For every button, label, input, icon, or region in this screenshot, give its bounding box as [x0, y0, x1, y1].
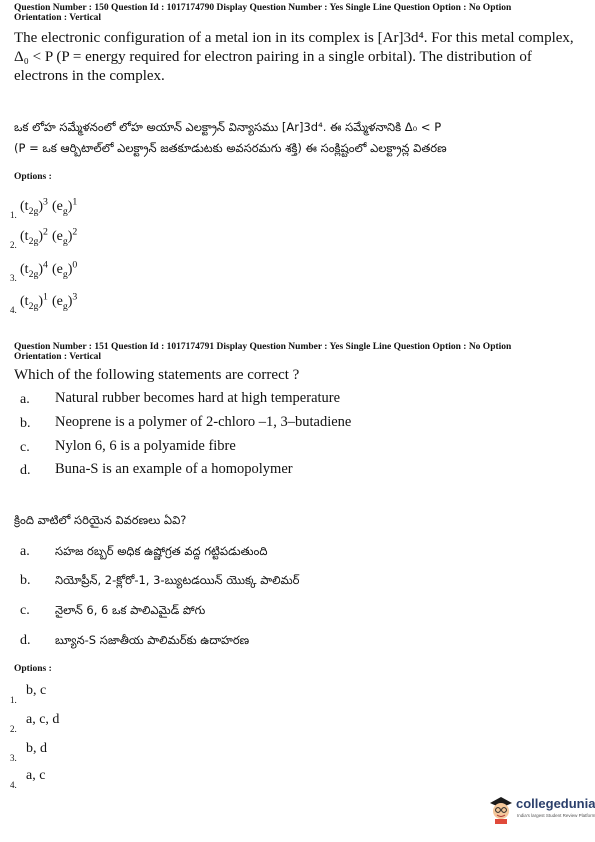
q151-header-line2: Orientation : Vertical	[14, 352, 102, 362]
option-value	[20, 226, 77, 246]
statement-letter-te: a.	[20, 544, 30, 559]
t2g-term: $(t_{2g})^4$	[20, 259, 48, 280]
option-value: b, d	[26, 741, 47, 756]
statement-text-te: బ్యూన-S సజాతీయ పాలిమర్‌కు ఉదాహరణ	[55, 633, 250, 647]
eg-exponent: 2	[72, 226, 78, 237]
logo-tagline: India's largest Student Review Platform	[517, 813, 595, 818]
statement-text: Natural rubber becomes hard at high temperature	[55, 390, 341, 406]
eg-term: $(e_g)^1$	[51, 196, 78, 217]
statement-letter: b.	[20, 416, 31, 431]
option-number: 4.	[10, 780, 17, 790]
option-number: 2.	[10, 724, 17, 734]
eg-term: $(e_g)^3$	[51, 291, 78, 312]
q150-header-line1: Question Number : 150 Question Id : 1017174790 Display Question Number : Yes Single Line Question Option : No Option	[14, 3, 512, 13]
option-number: 3.	[10, 273, 17, 283]
q150-options-label: Options :	[14, 172, 52, 182]
option-value: a, c	[26, 768, 46, 783]
statement-letter: c.	[20, 440, 30, 455]
option-number: 1.	[10, 695, 17, 705]
t2g-term: $(t_{2g})^2$	[20, 226, 48, 247]
q151-header	[14, 342, 511, 362]
q150-header-line2: Orientation : Vertical	[14, 13, 102, 23]
q151-options-label: Options :	[14, 664, 52, 674]
eg-term: $(e_g)^0$	[51, 259, 78, 280]
q150-text-te-line2: (P = ఒక ఆర్బిటాల్‌లో ఎలక్ట్రాన్ జతకూడుటకు అవసరమగు శక్తి) ఈ సంక్లిష్టంలో ఎలక్ట్రాన్ల వితరణ	[14, 141, 447, 155]
statement-text: Nylon 6, 6 is a polyamide fibre	[55, 438, 236, 454]
eg-exponent: 1	[72, 196, 78, 207]
statement-text-te: సహజ రబ్బర్ అధిక ఉష్ణోగ్రత వద్ద గట్టిపడుతుంది	[55, 544, 268, 558]
student-mascot-icon	[488, 794, 514, 824]
t2g-exponent: 4	[43, 259, 48, 270]
option-value	[20, 291, 77, 311]
statement-text: Neoprene is a polymer of 2-chloro –1, 3–butadiene	[55, 414, 352, 430]
t2g-exponent: 1	[43, 291, 48, 302]
q150-text-en: The electronic configuration of a metal ion in its complex is [Ar]3d⁴. For this metal complex, Δ₀ < P (P = energy required for electron pairing in a single orbital). The distribution of electrons in the complex.	[14, 30, 574, 84]
statement-text-te: నైలాన్ 6, 6 ఒక పాలిఎమైడ్ పోగు	[55, 603, 206, 617]
q151-text-te: క్రింది వాటిలో సరియైన వివరణలు ఏవి?	[14, 513, 187, 527]
t2g-exponent: 3	[43, 196, 48, 207]
option-value	[20, 259, 77, 279]
statement-letter-te: d.	[20, 633, 31, 648]
statement-letter: a.	[20, 392, 30, 407]
statement-letter-te: c.	[20, 603, 30, 618]
option-value	[20, 196, 77, 216]
q150-header	[14, 3, 511, 23]
option-number: 4.	[10, 305, 17, 315]
q150-text-te-line1: ఒక లోహ సమ్మేళనంలో లోహ అయాన్ ఎలక్ట్రాన్ విన్యాసము [Ar]3d⁴. ఈ సమ్మేళనానికి Δ₀ < P	[14, 120, 442, 134]
t2g-exponent: 2	[43, 226, 48, 237]
option-number: 2.	[10, 240, 17, 250]
q151-header-line1: Question Number : 151 Question Id : 1017174791 Display Question Number : Yes Single Line Question Option : No Option	[14, 342, 512, 352]
q150-text-te	[14, 117, 589, 159]
option-number: 3.	[10, 753, 17, 763]
eg-term: $(e_g)^2$	[51, 226, 78, 247]
statement-text-te: నియోప్రీన్, 2-క్లోరో-1, 3-బ్యుటడయిన్ యొక్క పాలిమర్	[55, 573, 300, 587]
option-number: 1.	[10, 210, 17, 220]
t2g-term: $(t_{2g})^1$	[20, 291, 48, 312]
t2g-term: $(t_{2g})^3$	[20, 196, 48, 217]
option-value: b, c	[26, 683, 47, 698]
q151-text-en: Which of the following statements are correct ?	[14, 367, 300, 383]
statement-letter-te: b.	[20, 573, 31, 588]
eg-exponent: 3	[72, 291, 78, 302]
statement-letter: d.	[20, 463, 31, 478]
statement-text: Buna-S is an example of a homopolymer	[55, 461, 293, 477]
collegedunia-logo	[488, 794, 595, 828]
logo-name: collegedunia	[516, 796, 595, 811]
option-value: a, c, d	[26, 712, 60, 727]
eg-exponent: 0	[72, 259, 78, 270]
